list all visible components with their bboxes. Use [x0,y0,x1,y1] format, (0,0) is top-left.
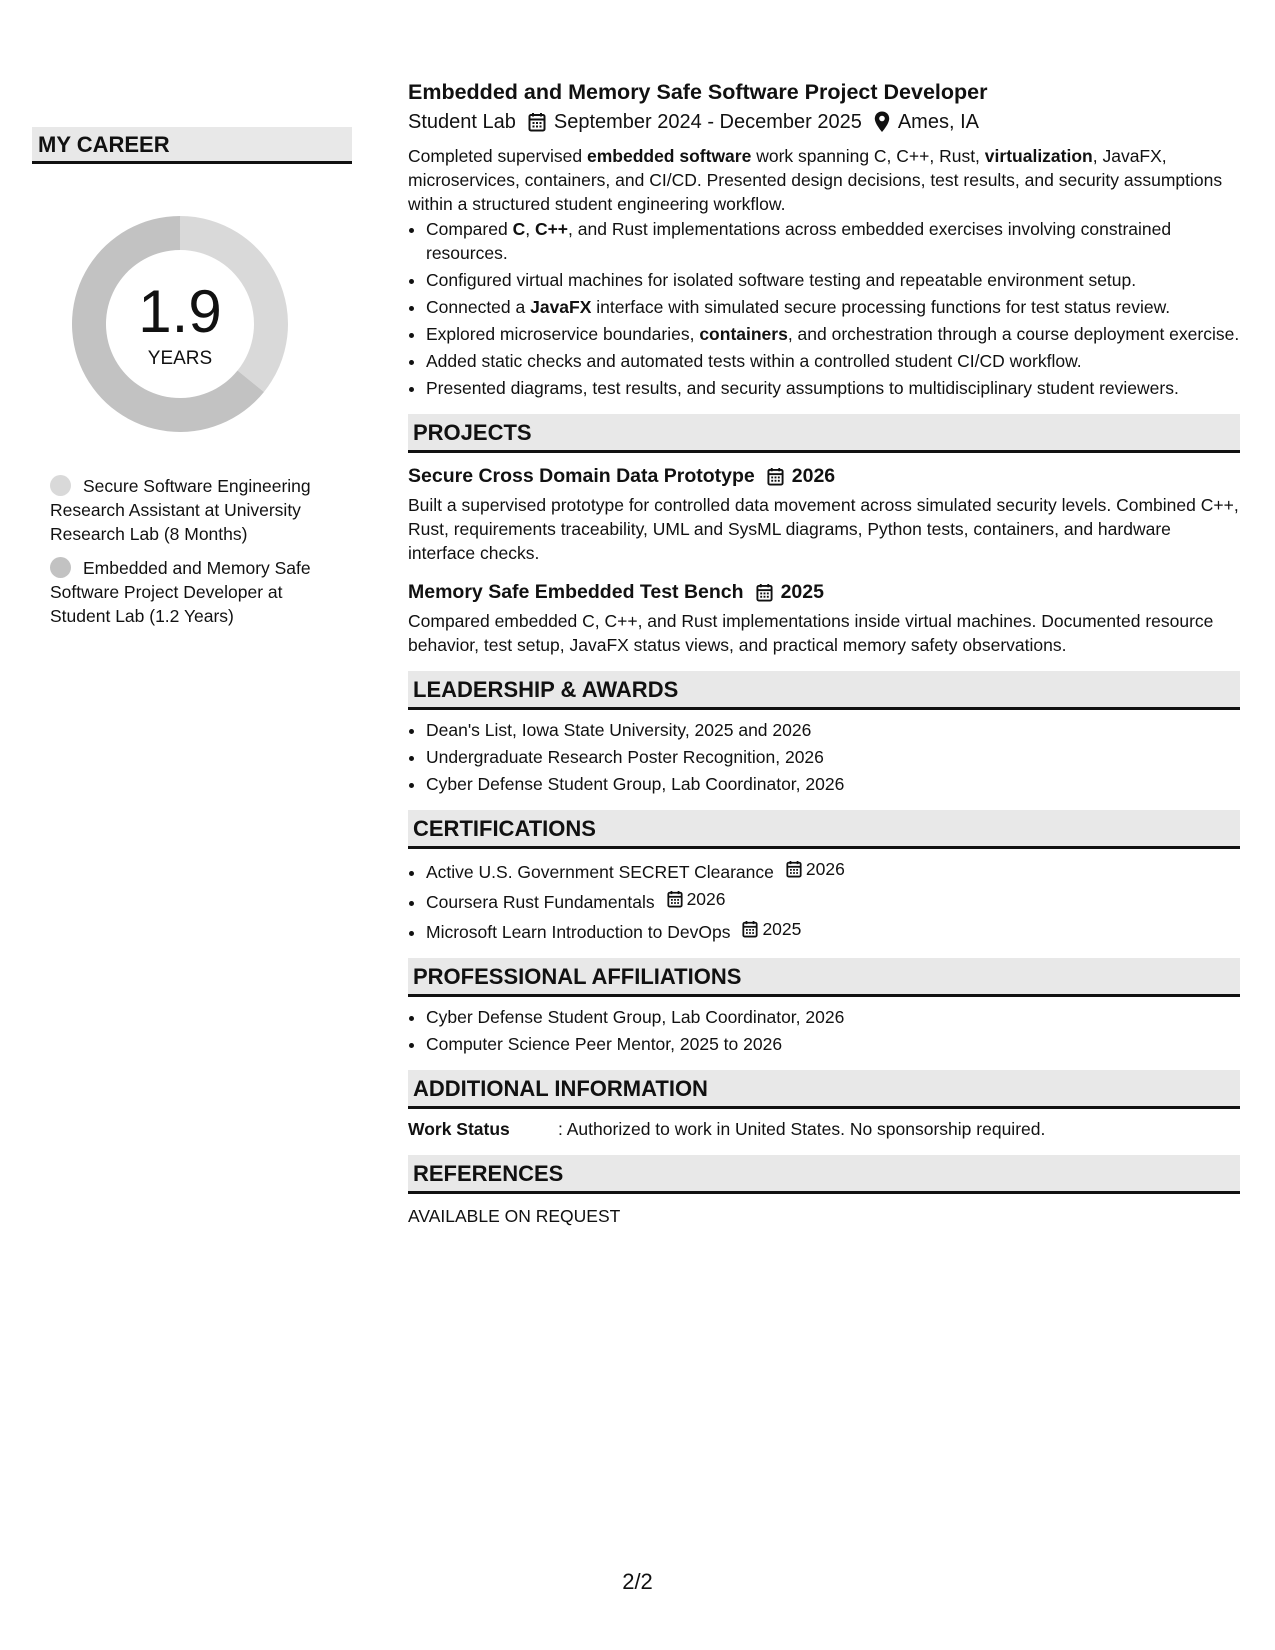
job-summary [408,144,1240,216]
certification-date [667,887,726,911]
total-years-value: 1.9 [138,278,222,345]
page-number: 2/2 [622,1569,653,1594]
job-meta [408,108,1240,136]
donut-center [66,210,294,438]
legend-dot [50,475,71,496]
work-status-label: Work Status [408,1119,510,1139]
certification-name: Active U.S. Government SECRET Clearance [426,862,774,882]
certification-year: 2025 [762,919,802,939]
career-donut-chart [66,210,294,438]
project-title: Memory Safe Embedded Test Bench [408,581,744,603]
bullet-text: Compared [426,219,513,239]
career-sidebar [32,127,352,638]
legend-label: Secure Software Engineering Research Assistant at University Research Lab (8 Months) [50,476,311,544]
bullet-text: , [525,219,535,239]
leadership-item: • Cyber Defense Student Group, Lab Coordinator, 2026 [426,772,1240,796]
summary-text: , JavaFX, microservices, containers, and CI/CD. Presented design decisions, test results, and security assumptions within a structured student engineering workflow. [408,146,1223,214]
leadership-item: • Undergraduate Research Poster Recognition, 2026 [426,745,1240,769]
summary-keyword: embedded software [586,146,752,166]
bullet-keyword: C++ [534,219,569,239]
project-year: 2026 [791,465,836,487]
summary-keyword: virtualization [984,146,1093,166]
references-text: AVAILABLE ON REQUEST [408,1206,621,1226]
certification-date [742,917,801,941]
career-heading: MY CAREER [32,127,352,164]
certification-year: 2026 [686,889,726,909]
total-years-unit: YEARS [147,348,213,369]
certification-item [426,917,1240,944]
legend-item [50,556,340,628]
bullet-text: , and orchestration through a course deployment exercise. [787,324,1240,344]
job-location: Ames, IA [897,111,979,133]
calendar-icon [756,583,773,602]
resume-main [408,78,1240,1228]
legend-label: Embedded and Memory Safe Software Project Developer at Student Lab (1.2 Years) [50,558,311,626]
certification-year: 2026 [805,859,845,879]
additional-info-heading: ADDITIONAL INFORMATION [408,1070,1240,1109]
projects-heading: PROJECTS [408,414,1240,453]
calendar-icon [742,920,758,938]
job-title: Embedded and Memory Safe Software Project Developer [408,80,988,104]
project-description: Built a supervised prototype for controlled data movement across simulated security levels. Combined C++, Rust, requirements traceability, UML and SysML diagrams, Python tests, containers, and hardware interface checks. [408,495,1239,563]
bullet-text: Connected a [426,297,531,317]
project-date [767,463,835,489]
summary-text: Completed supervised [408,146,587,166]
certifications-list [408,857,1240,944]
job-bullet: • Configured virtual machines for isolated software testing and repeatable environment setup. [426,268,1240,292]
bullet-text: interface with simulated secure processing functions for test status review. [591,297,1171,317]
career-legend [50,474,340,628]
bullet-keyword: containers [699,324,788,344]
leadership-list [408,718,1240,796]
project-date [756,579,824,605]
certification-item [426,857,1240,884]
summary-text: work spanning C, C++, Rust, [751,146,985,166]
legend-item [50,474,340,546]
job-company: Student Lab [408,111,516,133]
calendar-icon [786,860,802,878]
project-title-row [408,463,1240,489]
job-bullet: • Added static checks and automated tests within a controlled student CI/CD workflow. [426,349,1240,373]
project-year: 2025 [780,581,824,603]
job-bullet [426,295,1240,319]
calendar-icon [667,890,683,908]
certification-item [426,887,1240,914]
location-pin-icon [874,111,890,133]
project-title-row [408,579,1240,605]
calendar-icon [767,467,784,486]
bullet-keyword: JavaFX [530,297,592,317]
work-status-value: : Authorized to work in United States. No sponsorship required. [558,1119,1046,1139]
certification-date [786,857,845,881]
work-status-row [408,1117,1240,1141]
bullet-text: Explored microservice boundaries, [426,324,700,344]
references-heading: REFERENCES [408,1155,1240,1194]
project-description: Compared embedded C, C++, and Rust implementations inside virtual machines. Documented resource behavior, test setup, JavaFX status views, and practical memory safety observations. [408,611,1214,655]
affiliation-item: • Cyber Defense Student Group, Lab Coordinator, 2026 [426,1005,1240,1029]
job-bullet [426,322,1240,346]
certification-name: Microsoft Learn Introduction to DevOps [426,922,731,942]
affiliations-heading: PROFESSIONAL AFFILIATIONS [408,958,1240,997]
certifications-heading: CERTIFICATIONS [408,810,1240,849]
bullet-text: , and Rust implementations across embedded exercises involving constrained resources. [426,219,1172,263]
project-title: Secure Cross Domain Data Prototype [408,465,755,487]
calendar-icon [528,112,546,132]
job-bullet [426,217,1240,265]
legend-dot [50,557,71,578]
job-bullets [408,217,1240,400]
leadership-heading: LEADERSHIP & AWARDS [408,671,1240,710]
affiliations-list [408,1005,1240,1056]
job-bullet: • Presented diagrams, test results, and security assumptions to multidisciplinary student reviewers. [426,376,1240,400]
affiliation-item: • Computer Science Peer Mentor, 2025 to 2026 [426,1032,1240,1056]
certification-name: Coursera Rust Fundamentals [426,892,655,912]
bullet-keyword: C [512,219,526,239]
leadership-item: • Dean's List, Iowa State University, 2025 and 2026 [426,718,1240,742]
job-dates: September 2024 - December 2025 [553,111,862,133]
